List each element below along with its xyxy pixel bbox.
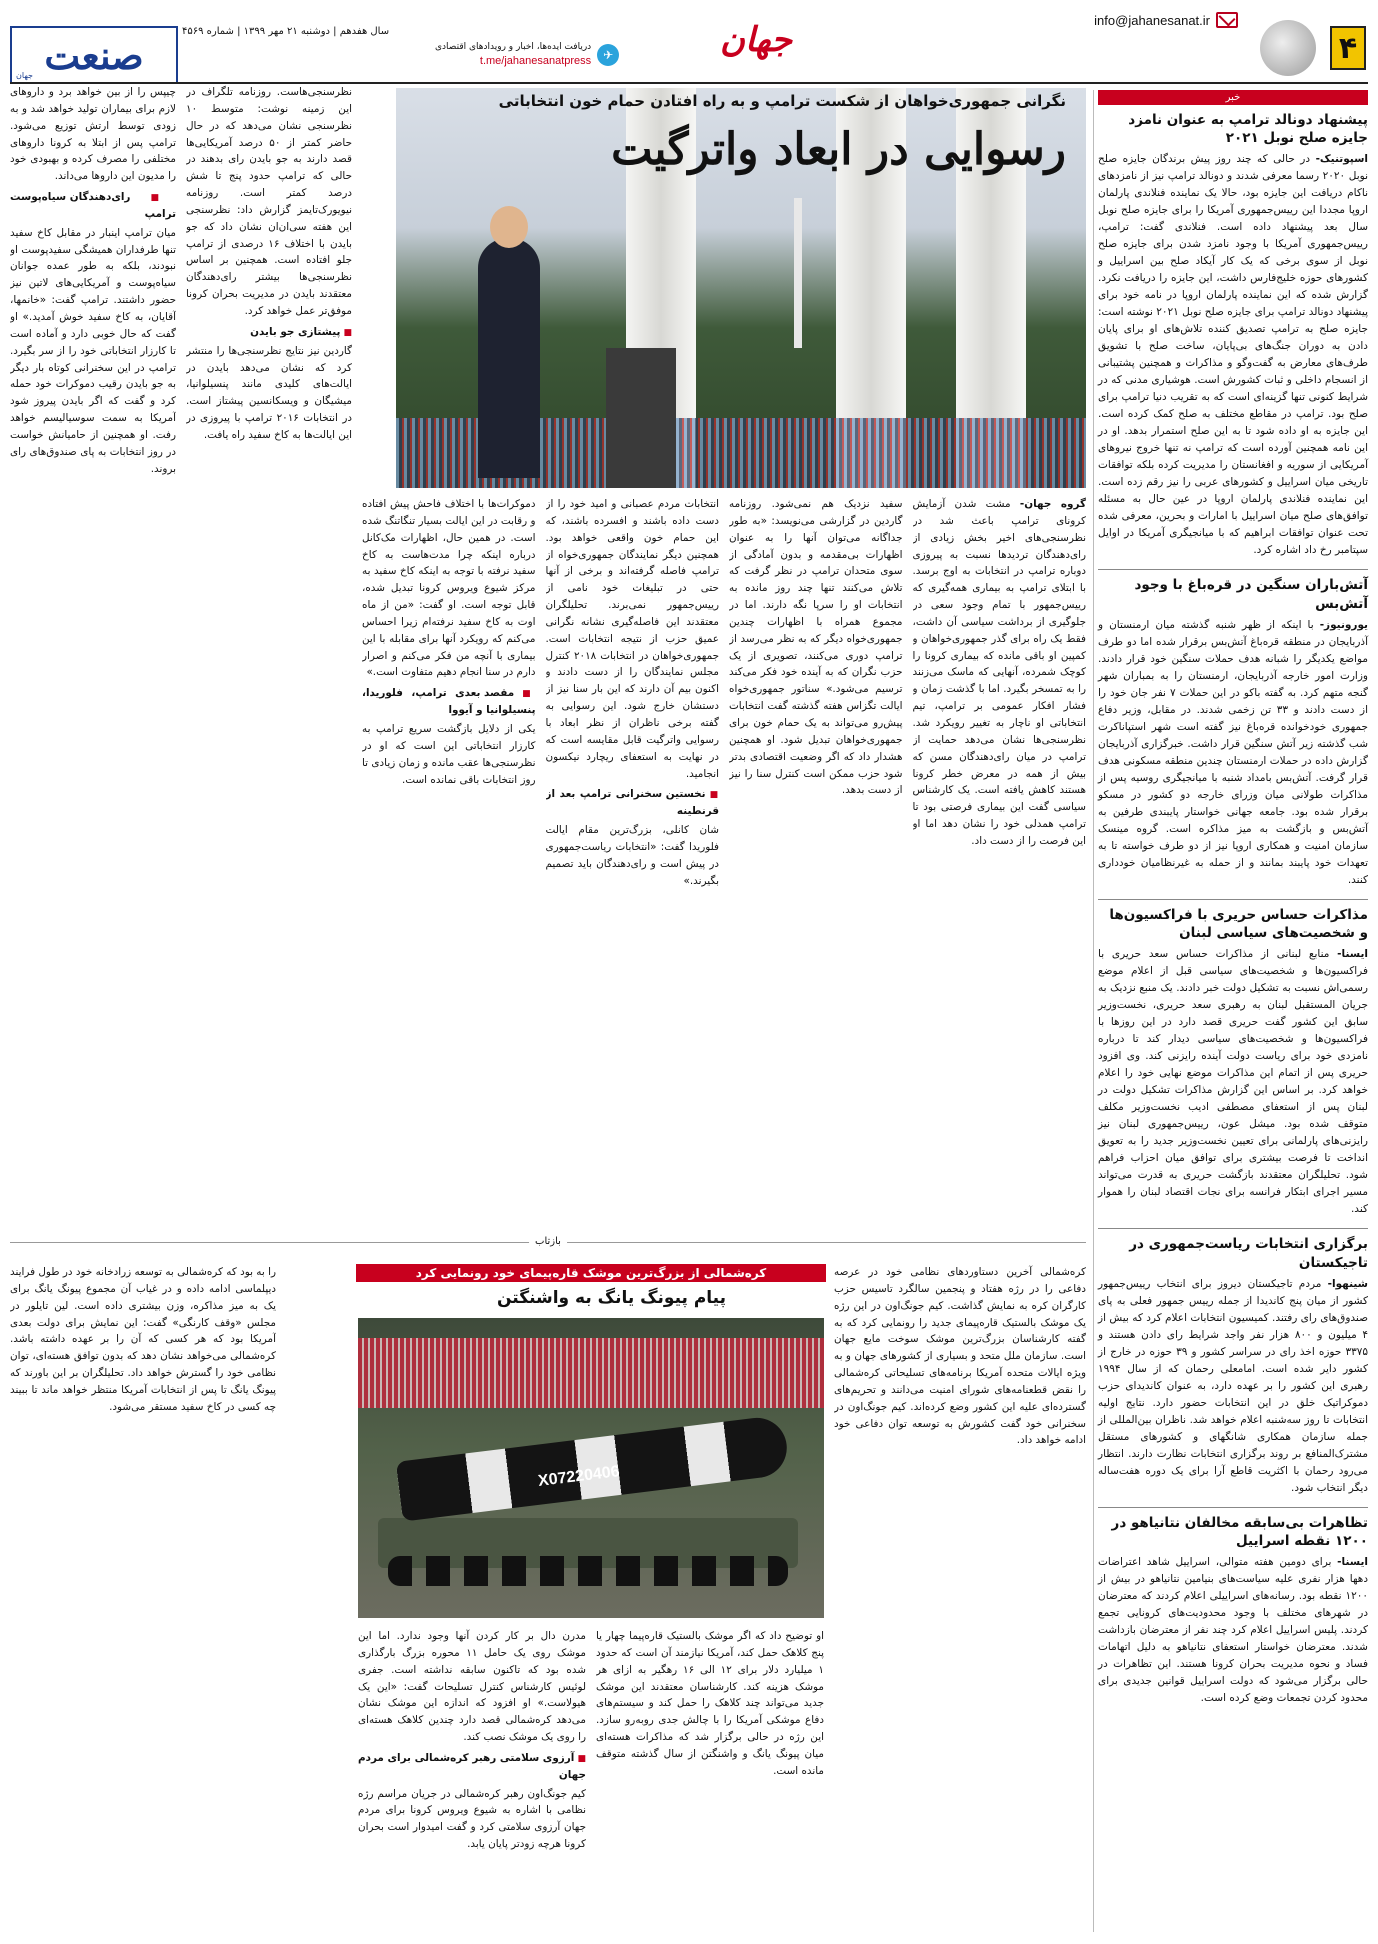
text-column: را به بود که کره‌شمالی به توسعه زرادخانه خود در طول فرایند دیپلماسی ادامه داده و در غیاب آن مجموع پیونگ یانگ برای یک به میز مذاکره، وزن بیشتری داده است. لین تایلور در مجلس «وقف کارنگی» گفت: این نمایش برای دولت بعدی آمریکا بود که هر کسی که آن را بر عهده داشته باشد. کره‌شمالی می‌خواهد نشان دهد که بدون توافق هسته‌ای، توان نظامی خود را گسترش خواهد داد. تحلیلگران بر این باورند که پیونگ یانگ تا پس از انتخابات آمریکا منتظر خواهد ماند تا ببیند چه کسی در کاخ سفید مستقر می‌شود. (10, 1266, 276, 1413)
text-column: انتخابات مردم عصبانی و امید خود را از دست داده باشند و افسرده باشند، که این حمام خون واقعی خواهد بود. همچنین دیگر نمایندگان جمهوری‌خواه از ترامپ فاصله گرفته‌اند و برخی از آنها حتی در تبلیغات خود نامی از رییس‌جمهور نمی‌برند. تحلیلگران معتقدند این فاصله‌گیری نشانه نگرانی عمیق حزب از نتیجه انتخابات است. جمهوری‌خواهان در انتخابات ۲۰۱۸ کنترل مجلس نمایندگان را از دست دادند و اکنون بیم آن دارند که این بار سنا نیز از دستشان خارج شود. این رسوایی به گفته برخی ناظران از نظر ابعاد با رسوایی واترگیت قابل مقایسه است که در نهایت به استعفای ریچارد نیکسون انجامید. ■ نخستین سخنرانی ترامپ بعد از قرنطینه شان کانلی، بزرگ‌ترین مقام ایالت فلوریدا گفت: «انتخابات ریاست‌جمهوری در پیش است و رای‌دهندگان باید تصمیم بگیرند.» (546, 496, 720, 1234)
divider (1098, 1228, 1368, 1229)
text-column: نظرسنجی‌هاست. روزنامه تلگراف در این زمینه نوشت: متوسط ۱۰ نظرسنجی نشان می‌دهد که در حال حاضر کمتر از ۵۰ درصد آمریکایی‌ها قصد دارند به جو بایدن رای بدهند در حالی که ترامپ حدود پنج تا شش درصد کمتر است. روزنامه نیویورک‌تایمز گزارش داد: نظرسنجی این هفته سی‌ان‌ان نشان داد که جو بایدن با اختلاف ۱۶ درصدی از ترامپ جلو افتاده است. همچنین بر اساس نظرسنجی‌ها بیشتر رای‌دهندگان معتقدند بایدن در مدیریت بحران کرونا موفق‌تر عمل خواهد کرد. ■ پیشتازی جو بایدن گاردین نیز نتایج نظرسنجی‌ها را منتشر کرد که نشان می‌دهد بایدن در ایالت‌های کلیدی مانند پنسیلوانیا، میشیگان و ویسکانسین پیشتاز است. در انتخابات ۲۰۱۶ ترامپ با پیروزی در این ایالت‌ها به کاخ سفید راه یافت. (186, 84, 352, 1234)
news-item (1098, 1514, 1368, 1707)
bottom-headline: پیام پیونگ یانگ به واشنگتن (496, 1288, 726, 1308)
text-column: گروه جهان- مشت شدن آزمایش کرونای ترامپ باعث شد در نظرسنجی‌های اخیر بخش زیادی از رای‌دهندگان تردیدها نسبت به پیروزی دوباره ترامپ در انتخابات به اوج برسد. با ابتلای ترامپ به بیماری همه‌گیری که رییس‌جمهور با تمام وجود سعی در جلوگیری از برداشت سیاسی آن داشت، فقط یک راه برای گذر جمهوری‌خواهان و کمپین او باقی مانده که بیماری کرونا را کوچک شمرده، آنهایی که ماسک می‌زنند را به تمسخر بگیرد. اما با گذشت زمان و فشار افکار عمومی بر ترامپ، تیم انتخاباتی او ناچار به تغییر رویکرد شد. نظرسنجی‌ها نشان می‌دهد حمایت از ترامپ در میان رای‌دهندگان مسن که بیش از همه در معرض خطر کرونا هستند کاهش یافته است. یک کارشناس سیاسی گفت این بیماری فرصتی بود تا ترامپ همدلی خود را نشان دهد اما او این فرصت را از دست داد. (912, 498, 1086, 847)
news-title: پیشنهاد دونالد ترامپ به عنوان نامزد جایزه صلح نوبل ۲۰۲۱ (1128, 112, 1368, 147)
text-column: چیپس را از بین خواهد برد و داروهای لازم برای بیماران تولید خواهد شد و به زودی توسط ارتش توزیع می‌شود. ترامپ پس از ابتلا به کرونا داروهای مختلفی را مصرف کرده و بهبودی خود را مدیون این داروها می‌داند. ■ رای‌دهندگان سیاه‌پوست ترامپ میان ترامپ اینبار در مقابل کاخ سفید تنها طرفداران همیشگی سفیدپوست او نبودند، بلکه به طور عمده جوانان سیاه‌پوست و آمریکایی‌های لاتین نیز حضور داشتند. ترامپ گفت: «خانمها، آقایان، به کاخ سفید خوش آمدید.» او گفت که حال خوبی دارد و آماده است تا کارزار انتخاباتی خود را از سر بگیرد. ترامپ در این سخنرانی کوتاه بار دیگر به جو بایدن رقیب دموکرات خود حمله کرد و گفت که اگر بایدن پیروز شود آمریکا به سمت سوسیالیسم خواهد رفت. او همچنین از حامیانش خواست در روز انتخابات به پای صندوق‌های رای بروند. (10, 84, 176, 1234)
globe-icon (1260, 20, 1316, 76)
bottom-right-column (834, 1264, 1086, 1932)
logo-subtext: جهان (16, 71, 33, 80)
divider (1098, 569, 1368, 570)
missile-label: X07220406 (537, 1463, 621, 1490)
story-kicker: نگرانی جمهوری‌خواهان از شکست ترامپ و به راه افتادن حمام خون انتخاباتی (498, 92, 1066, 110)
story-headline: رسوایی در ابعاد واترگیت (611, 124, 1066, 175)
news-body: ایسنا- برای دومین هفته متوالی، اسراییل شاهد اعتراضات دهها هزار نفری علیه سیاست‌های بنیامین نتانیاهو در بیش از ۱۲۰۰ نقطه بود. رسانه‌های اسراییلی اعلام کردند که معترضان در شهرهای مختلف با وجود محدودیت‌های کرونایی تجمع کردند. پلیس اسراییل اعلام کرد چند نفر از معترضان بازداشت شدند. معترضان خواستار استعفای نتانیاهو به دلیل اتهامات فساد و نحوه مدیریت بحران کرونا هستند. این تظاهرات در حالی برگزار می‌شود که دولت اسراییل قوانین جدیدی برای محدود کردن تجمعات وضع کرده است. (1098, 1556, 1368, 1705)
news-body: شینهوا- مردم تاجیکستان دیروز برای انتخاب رییس‌جمهور کشور از میان پنج کاندیدا از جمله رییس جمهور فعلی به پای صندوق‌های رای رفتند. کمیسیون انتخابات اعلام کرد که بیش از ۴ میلیون و ۸۰۰ هزار نفر واجد شرایط رای دادن هستند و ۳۳۷۵ حوزه اخذ رای در سراسر کشور و ۳۹ حوزه در خارج از کشور دایر شده است. امامعلی رحمان که از سال ۱۹۹۴ رهبری این کشور را بر عهده دارد، به عنوان کاندیدای حزب دموکراتیک خلق در این انتخابات حضور دارد. نتایج اولیه انتخابات تا روز سه‌شنبه اعلام خواهد شد. ناظران بین‌المللی از جمله سازمان همکاری شانگهای و کشورهای مستقل مشترک‌المنافع بر روند برگزاری انتخابات نظارت دارند. انتظار می‌رود رحمان با اکثریت قاطع آرا برای یک دوره هفت‌ساله دیگر انتخاب شود. (1098, 1277, 1369, 1494)
subheading: ■ مقصد بعدی ترامپ، فلوریدا، پنسیلوانیا و آیووا (362, 685, 536, 719)
bottom-story (10, 1236, 1086, 1932)
news-title: برگزاری انتخابات ریاست‌جمهوری در تاجیکستان (1129, 1236, 1368, 1271)
text-column: سفید نزدیک هم نمی‌شود. روزنامه گاردین در گزارشی می‌نویسد: «به طور جداگانه می‌توان آنها را به عنوان اظهارات بی‌مقدمه و بدون آمادگی از سوی متحدان ترامپ در نظر گرفت که تلاش می‌کنند تنها چند روز مانده به انتخابات او را سرپا نگه دارند. اما در مجموع همراه با اظهارات چندین جمهوری‌خواه دیگر که به نظر می‌رسد از ترامپ دوری می‌کنند، تصویری از یک حزب نگران که به آینده خود فکر می‌کند ترسیم می‌شود.» سناتور جمهوری‌خواه ایالت تگزاس هفته گذشته گفت انتخابات پیش‌رو می‌تواند به یک حمام خون برای جمهوری‌خواهان تبدیل شود. او همچنین هشدار داد که اگر وضعیت اقتصادی بدتر شود حزب ممکن است کنترل سنا را نیز از دست بدهد. (729, 498, 903, 797)
newspaper-logo (10, 26, 178, 84)
news-title: مذاکرات حساس حریری با فراکسیون‌ها و شخصیت‌های سیاسی لبنان (1109, 906, 1368, 942)
section-title: جهان (720, 20, 793, 60)
news-body: اسپوتنیک- در حالی که چند روز پیش برندگان جایزه صلح نوبل ۲۰۲۰ رسما معرفی شدند و دونالد ترامپ نیز از نامزدهای ناکام دریافت این جایزه بود، حالا یک نماینده فنلاندی پارلمان اروپا مجددا این رییس‌جمهوری آمریکا را برای جایزه صلح نوبل سال بعد پیشنهاد داده است. فنلاندی گفت: ترامپ، رییس‌جمهوری آمریکا با وجود نامزد شدن برای جایزه صلح نوبل از سوی برخی که یک کار آیکاد صلح بین اسراییل و کشورهای حوزه خلیج‌فارس داشت، این جایزه را دریافت نکرد. گزارش شده که این نماینده پارلمان اروپا در نامه خود برای پیشنهاد دونالد ترامپ برای جایزه صلح نوبل ۲۰۲۱ نوشته است: جایزه صلح به ترامپ تصدیق کننده تلاش‌های او برای پایان دادن به دوران جنگ‌های بی‌پایان، ساخت صلح با تشویق طرف‌های معارض به گفت‌وگو و مذاکرات و همچنین پشتیبانی از انسجام داخلی و ثبات کشورش است. هوشیاری مدنی که در شرایط کنونی تنها گزینه‌ای است که به تقریب دنیا ترامپ برای صلح بود. ترامپ در مقاطع مختلف به صلح کمک کرده است. این جایزه به او داده شود تا به این صلح استمرار بدهد. او در این نامه همچنین آورده است که ترامپ نه تنها خروج نیروهای آمریکایی از سوریه و افغانستان را مدیریت کرده بلکه توافقات تاریخی میان اسراییل و کشورهای عربی را نیز رقم زده است. این نماینده فنلاندی پارلمان اروپا در عین حال به مسئله توافق‌های صلح میان اسراییل با امارات و بحرین، معرفی شده تحت عنوان توافقات ابراهیم که با میانجیگری آمریکا در اوایل سپتامبر رخ داد اشاره کرد. (1098, 153, 1369, 557)
telegram-link[interactable]: t.me/jahanesanatpress (479, 54, 592, 67)
main-story-columns (362, 496, 1086, 1234)
divider (1098, 899, 1368, 900)
email-contact[interactable] (1094, 12, 1238, 28)
subheading: ■ رای‌دهندگان سیاه‌پوست ترامپ (10, 189, 176, 223)
text-column: او توضیح داد که اگر موشک بالستیک قاره‌پیما چهار یا پنج کلاهک حمل کند، آمریکا نیازمند آن است که حدود ۱ میلیارد دلار برای ۱۲ الی ۱۶ رهگیر به ازای هر موشک هزینه کند. کارشناسان معتقدند این موشک جدید می‌تواند چند کلاهک را حمل کند و سیستم‌های دفاع موشکی آمریکا را با چالش جدی روبه‌رو سازد. این رژه در حالی برگزار شد که مذاکرات هسته‌ای میان پیونگ یانگ و واشنگتن از سال گذشته متوقف مانده است. (596, 1630, 824, 1777)
subheading: ■ آرزوی سلامتی رهبر کره‌شمالی برای مردم جهان (358, 1750, 586, 1784)
news-item (1098, 111, 1368, 559)
text-column: مدرن دال بر کار کردن آنها وجود ندارد. اما این موشک روی یک حامل ۱۱ محوره بزرگ بارگذاری شده بود که تاکنون سابقه نداشته است. جفری لوئیس کارشناس کنترل تسلیحات گفت: «این یک هیولاست.» او افزود که اندازه این موشک نشان می‌دهد کره‌شمالی قصد دارد چندین کلاهک هسته‌ای را روی یک موشک نصب کند. ■ آرزوی سلامتی رهبر کره‌شمالی برای مردم جهان کیم جونگ‌اون رهبر کره‌شمالی در جریان مراسم رژه نظامی با اشاره به شیوع ویروس کرونا برای مردم جهان آرزوی سلامتی کرد و گفت امیدوار است بحران کرونا هرچه زودتر پایان یابد. (358, 1628, 586, 1932)
news-item (1098, 1235, 1368, 1496)
main-story (362, 84, 1086, 1234)
text-column: دموکرات‌ها با اختلاف فاحش پیش افتاده و رقابت در این ایالت بسیار تنگاتنگ شده است. در همین حال، اظهارات مک‌کانل درباره اینکه چرا مدت‌هاست به کاخ سفید نرفته با توجه به اینکه کاخ سفید به مرکز شیوع ویروس کرونا تبدیل شده، قابل توجه است. او گفت: «من از ماه اوت به کاخ سفید نرفته‌ام زیرا احساس می‌کنم که رویکرد آنها برای مقابله با این بیماری با آنچه من فکر می‌کنم و اصرار دارم در سنا انجام دهیم متفاوت است.» ■ مقصد بعدی ترامپ، فلوریدا، پنسیلوانیا و آیووا یکی از دلایل بازگشت سریع ترامپ به کارزار انتخاباتی این است که او در نظرسنجی‌ها عقب مانده و زمان زیادی تا روز انتخابات باقی نمانده است. (362, 496, 536, 1234)
bottom-kicker: کره‌شمالی از بزرگ‌ترین موشک قاره‌پیمای خود رونمایی کرد (356, 1264, 826, 1282)
bottom-left-column (10, 1264, 276, 1932)
news-body: ایسنا- منابع لبنانی از مذاکرات حساس سعد حریری با فراکسیون‌ها و شخصیت‌های سیاسی قبل از اعلام موضع رسمی‌اش نسبت به تشکیل دولت خبر دادند. یک منبع نزدیک به جریان المستقبل لبنان به رهبری سعد حریری، نخست‌وزیر سابق این کشور گفت حریری قصد دارد در این روزها با فراکسیون‌ها و شخصیت‌های سیاسی دیدار کند تا درباره نامزدی خود برای ریاست دولت آینده رایزنی کند. وی افزود حریری پس از اتمام این مذاکرات موضع نهایی خود را اعلام خواهد کرد. بر اساس این گزارش مذاکرات تشکیل دولت در لبنان پس از استعفای مصطفی ادیب نخست‌وزیر مکلف متوقف شده بود. میشل عون، رییس‌جمهوری لبنان نیز رایزنی‌های پارلمانی برای تعیین نخست‌وزیر جدید را به تعویق انداخت تا فرصت بیشتری برای توافق میان احزاب فراهم شود. تحلیلگران معتقدند بازگشت حریری به قدرت می‌تواند مسیر اجرای ابتکار فرانسه برای نجات اقتصاد لبنان را هموار کند. (1098, 948, 1368, 1216)
envelope-icon (1216, 12, 1238, 28)
telegram-text: دریافت ایده‌ها، اخبار و رویدادهای اقتصادی (435, 42, 592, 52)
main-story-left-columns (10, 84, 352, 1234)
divider (1098, 1507, 1368, 1508)
news-body: یورونیوز- با اینکه از ظهر شنبه گذشته میان ارمنستان و آذربایجان در منطقه قره‌باغ آتش‌بس برقرار شده اما دو طرف مواضع یکدیگر را شبانه هدف حملات سنگین خود قرار دادند. وزارت امور خارجه آذربایجان، ارمنستان را به بمباران شهر گنجه متهم کرد. به گفته باکو در این حملات ۷ نفر جان خود را از دست دادند و ۳۳ تن زخمی شدند. در مقابل، وزیر دفاع جمهوری خودخوانده قره‌باغ نیز گفته است شهر استپاناکرت شب گذشته زیر آتش سنگین قرار داشت. خبرگزاری آذربایجان گزارش داده در حملات ارمنستان چندین منطقه مسکونی هدف قرار گرفت. آتش‌بس بامداد شنبه با میانجیگری روسیه پس از مذاکرات طولانی میان وزرای خارجه دو کشور در مسکو برقرار شده بود. جامعه جهانی خواستار پایبندی طرفین به آتش‌بس و بازگشت به میز مذاکره است. گروه مینسک سازمان امنیت و همکاری اروپا نیز از دو طرف خواسته تا به تعهدات خود پایبند بمانند و از حمله به غیرنظامیان خودداری کنند. (1098, 618, 1368, 886)
subheading: ■ نخستین سخنرانی ترامپ بعد از قرنطینه (546, 786, 720, 820)
issue-info: سال هفدهم | دوشنبه ۲۱ مهر ۱۳۹۹ | شماره ۴۵۶۹ (182, 26, 390, 37)
missile-parade-photo (358, 1318, 824, 1618)
news-item (1098, 576, 1368, 888)
news-column (1093, 90, 1368, 1932)
email-address[interactable]: info@jahanesanat.ir (1094, 12, 1210, 28)
news-title: آتش‌باران سنگین در قره‌باغ با وجود آتش‌بس (1134, 577, 1368, 612)
telegram-promo[interactable] (435, 42, 619, 68)
bottom-section-tag: بازتاب (10, 1242, 1086, 1256)
text-column: کره‌شمالی آخرین دستاوردهای نظامی خود در عرصه دفاعی را در رژه هفتاد و پنجمین سالگرد تاسیس حزب کارگران کره به نمایش گذاشت. کیم جونگ‌اون در این رژه یک موشک بالستیک قاره‌پیمای جدید را رونمایی کرد که به گفته کارشناسان بزرگ‌ترین موشک سوخت مایع جهان است. سازمان ملل متحد و بسیاری از کشورهای جهان و به ویژه ایالات متحده آمریکا برنامه‌های تسلیحاتی کره‌شمالی را نقض قطعنامه‌های شورای امنیت می‌دانند و تحریم‌های گسترده‌ای علیه این کشور وضع کرده‌اند. کیم جونگ‌اون در سخنرانی خود گفت کشورش به توسعه توان دفاعی خود ادامه خواهد داد. (834, 1266, 1086, 1447)
news-title: تظاهرات بی‌سابقه مخالفان نتانیاهو در ۱۲۰۰ نقطه اسراییل (1111, 1514, 1368, 1549)
news-tag: خبر (1098, 90, 1368, 105)
subheading: ■ پیشتازی جو بایدن (186, 324, 352, 341)
news-item (1098, 906, 1368, 1218)
telegram-icon: ✈ (597, 44, 619, 66)
logo-text: صنعت (44, 32, 144, 78)
bottom-center-columns (358, 1628, 824, 1932)
page-number: ۴ (1330, 26, 1366, 70)
masthead (0, 10, 1378, 80)
